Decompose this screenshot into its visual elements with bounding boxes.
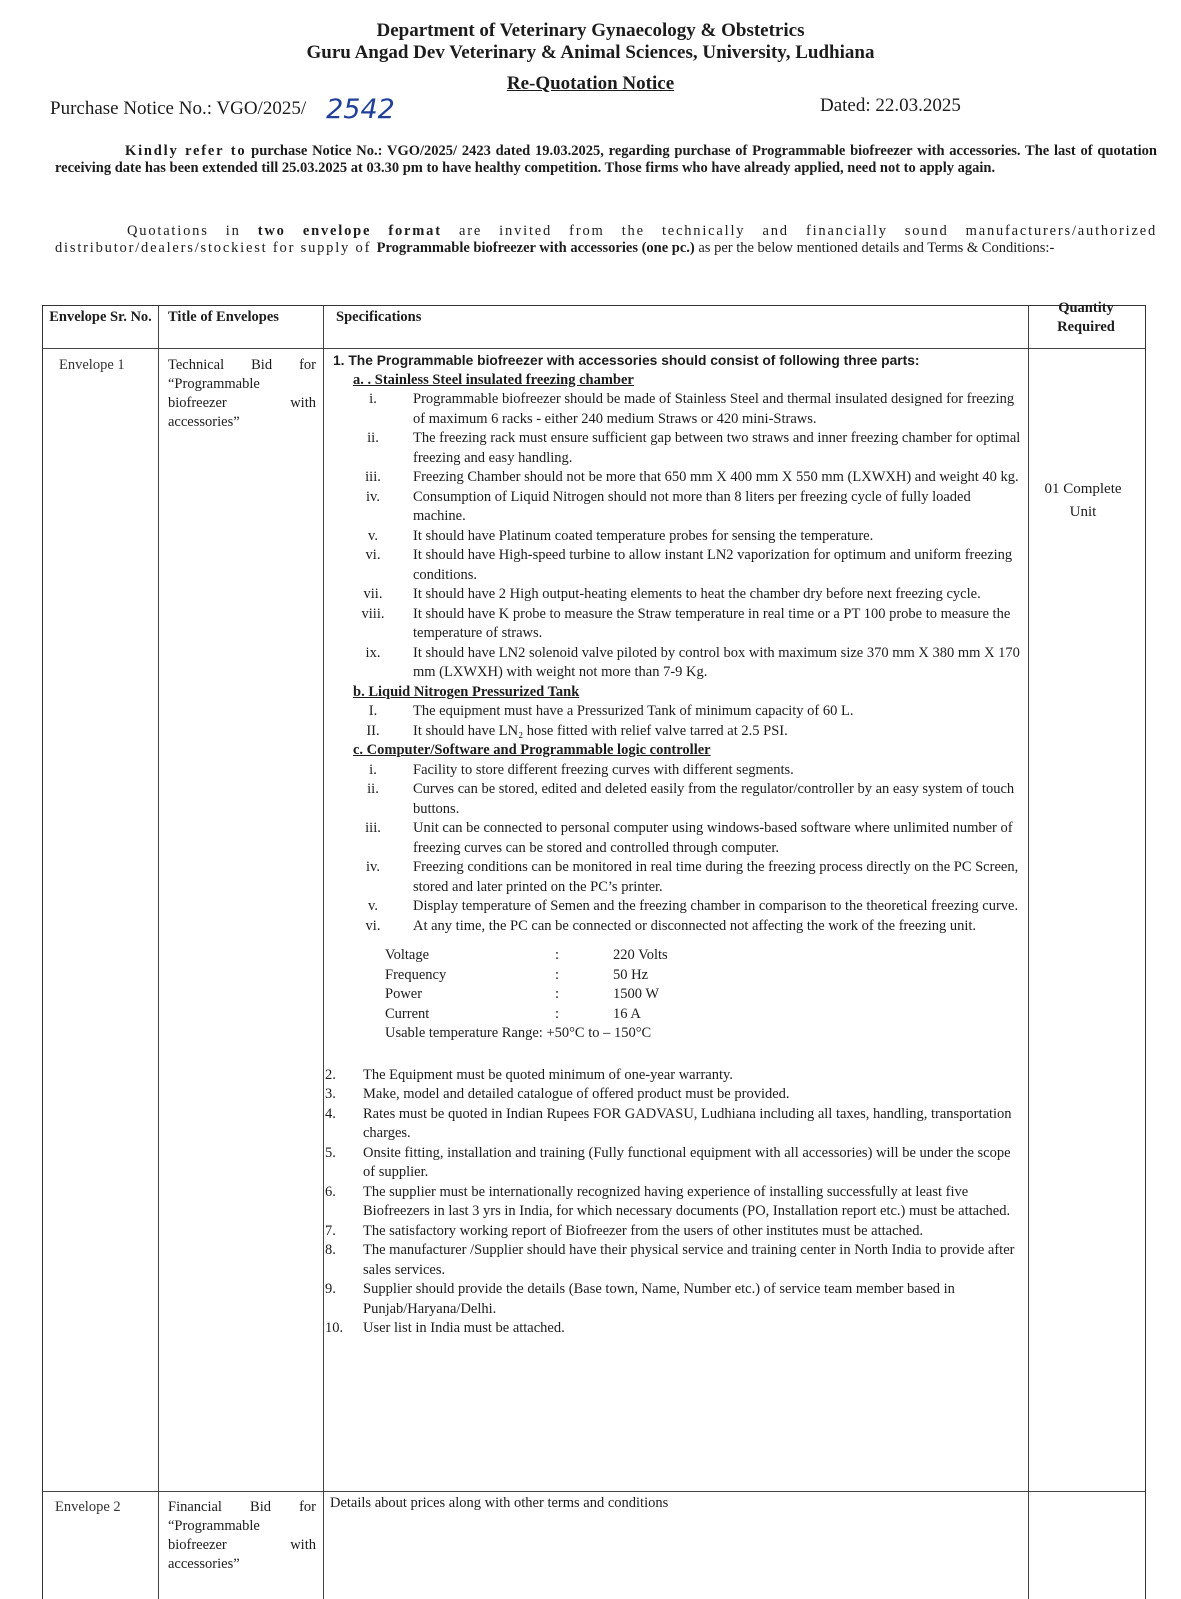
term-number: 6. <box>325 1183 336 1200</box>
term-text: The satisfactory working report of Biofreezer from the users of other institutes must be attached. <box>363 1222 924 1239</box>
header-quantity: Quantity Required <box>1057 300 1115 335</box>
spec-item-a <box>333 585 1023 605</box>
spec-item-c-number: i. <box>369 761 377 778</box>
spec-item-a-text: The freezing rack must ensure sufficient gap between two straws and inner freezing chamber for optimal freezing and easy handling. <box>413 430 1021 466</box>
temperature-range: Usable temperature Range: +50°C to – 150°C <box>385 1025 652 1041</box>
purchase-notice-number <box>50 90 395 125</box>
quantity-required: 01 Complete Unit <box>1044 481 1122 520</box>
electrical-spec-colon: : <box>555 947 560 963</box>
envelope-1-title <box>168 356 316 432</box>
term-text: User list in India must be attached. <box>363 1320 565 1336</box>
electrical-spec-row <box>385 985 1023 1005</box>
spec-item-a <box>333 605 1023 644</box>
spec-item-a-text: It should have High-speed turbine to allow instant LN2 vaporization for optimum and uniform freezing conditions. <box>413 547 1013 583</box>
section-b-heading: b. Liquid Nitrogen Pressurized Tank <box>353 683 580 700</box>
term-item <box>325 1280 1023 1319</box>
electrical-spec-row <box>385 966 1023 986</box>
spec-item-a <box>333 390 1023 429</box>
spec-item-a <box>333 429 1023 468</box>
term-text: Supplier should provide the details (Base town, Name, Number etc.) of service team member based in Punjab/Haryana/Delhi. <box>363 1281 955 1317</box>
term-text: The supplier must be internationally recognized having experience of installing successfully at least five Biofreezers in last 3 yrs in India, for which necessary documents (PO, Installation report etc.) must be attached. <box>363 1183 1011 1219</box>
term-number: 4. <box>325 1105 336 1122</box>
spec-item-c-number: iv. <box>366 859 380 875</box>
spec-item-a-text: Programmable biofreezer should be made of Stainless Steel and thermal insulated designed for freezing of maximum 6 racks - either 240 medium Straws or 420 mini-Straws. <box>413 391 1015 427</box>
purchase-notice-label: Purchase Notice No.: VGO/2025/ <box>50 98 307 119</box>
spec-item-b <box>333 722 1023 742</box>
spec-item-a-number: viii. <box>361 605 385 622</box>
spec-item-a <box>333 527 1023 547</box>
term-item <box>325 1105 1023 1144</box>
term-item <box>325 1222 1023 1242</box>
spec-item-a-number: ii. <box>367 430 379 446</box>
spec-item-c-text: Display temperature of Semen and the freezing chamber in comparison to the theoretical freezing curve. <box>413 898 1019 914</box>
table-col-divider <box>1028 306 1029 1599</box>
electrical-spec-colon: : <box>555 986 560 1002</box>
electrical-spec-key: Current <box>385 1005 430 1022</box>
intro-paragraph-2 <box>55 223 1157 257</box>
notice-title-text: Re-Quotation Notice <box>506 73 675 94</box>
section-c-heading: c. Computer/Software and Programmable logic controller <box>353 742 711 758</box>
electrical-spec-key: Voltage <box>385 947 430 963</box>
envelope-1-title-line1: Technical Bid for <box>168 357 316 373</box>
term-number: 9. <box>325 1281 336 1297</box>
spec-item-a-number: v. <box>368 527 378 544</box>
term-item <box>325 1144 1023 1183</box>
term-number: 3. <box>325 1086 336 1102</box>
electrical-spec-value: 220 Volts <box>613 947 668 963</box>
term-text: The manufacturer /Supplier should have their physical service and training center in North India to provide after sales services. <box>363 1242 1015 1278</box>
spec-item-c-text: At any time, the PC can be connected or disconnected not affecting the work of the freezing unit. <box>413 917 977 934</box>
electrical-spec-key: Power <box>385 986 423 1002</box>
electrical-spec-value: 50 Hz <box>613 966 649 983</box>
spec-item-c-text: Facility to store different freezing curves with different segments. <box>413 761 794 778</box>
spec-item-c <box>333 917 1023 937</box>
envelope-2-specifications: Details about prices along with other terms and conditions <box>330 1495 669 1511</box>
p2-a: Quotations in <box>127 223 258 239</box>
spec-item-c-text: Freezing conditions can be monitored in real time during the freezing process directly on the PC Screen, stored and later printed on the PC’s printer. <box>413 859 1019 895</box>
spec-item-a-number: iii. <box>365 469 381 485</box>
spec-item-c <box>333 897 1023 917</box>
envelope-1-title-rest: “Programmable biofreezer with accessories” <box>168 376 316 430</box>
spec-item-a-number: i. <box>369 391 377 407</box>
term-item <box>325 1066 1023 1086</box>
spec-item-a <box>333 546 1023 585</box>
term-number: 8. <box>325 1242 336 1258</box>
spec-item-a-text: It should have 2 High output-heating elements to heat the chamber dry before next freezing cycle. <box>413 586 981 602</box>
electrical-spec-row <box>385 1005 1023 1025</box>
spec-item-a <box>333 644 1023 683</box>
term-number: 2. <box>325 1066 336 1083</box>
table-row-divider <box>43 1491 1145 1492</box>
terms-list <box>325 1066 1023 1339</box>
spec-item-a-number: ix. <box>365 644 381 661</box>
spec-item-a-text: It should have Platinum coated temperature probes for sensing the temperature. <box>413 527 874 544</box>
envelope-2-title <box>168 1498 316 1574</box>
intro-paragraph-1 <box>55 143 1157 177</box>
spec-item-a-number: vi. <box>365 547 381 563</box>
spec-item-a-text: It should have K probe to measure the Straw temperature in real time or a PT 100 probe to measure the temperature of straws. <box>413 605 1011 641</box>
table-col-divider <box>323 306 324 1599</box>
table-row-divider <box>43 348 1145 349</box>
notice-date: Dated: 22.03.2025 <box>820 95 961 116</box>
spec-item-c <box>333 780 1023 819</box>
term-number: 10. <box>325 1320 344 1336</box>
spec-item-b-text: The equipment must have a Pressurized Tank of minimum capacity of 60 L. <box>413 703 854 719</box>
spec-item-a <box>333 468 1023 488</box>
term-item <box>325 1183 1023 1222</box>
term-text: Make, model and detailed catalogue of offered product must be provided. <box>363 1086 790 1102</box>
spec-item-a-text: It should have LN2 solenoid valve piloted by control box with maximum size 370 mm X 380 mm X 170 mm (LXWXH) with weight not more than 7-9 Kg. <box>413 644 1020 680</box>
p1-rest: purchase Notice No.: VGO/2025/ 2423 dated 19.03.2025, regarding purchase of Programmable biofreezer with accessories. The last of quotation receiving date has been extended till 25.03.2025 at 03.30 pm to have healthy competition. Those firms who have already applied, need not to apply again. <box>55 143 1157 176</box>
spec-item-b-number: II. <box>366 722 380 739</box>
term-text: Rates must be quoted in Indian Rupees FOR GADVASU, Ludhiana including all taxes, handling, transportation charges. <box>363 1105 1012 1141</box>
term-item <box>325 1319 1023 1339</box>
spec-item-c <box>333 858 1023 897</box>
department-heading: Department of Veterinary Gynaecology & Obstetrics <box>376 20 805 41</box>
spec-item-c-text: Unit can be connected to personal computer using windows-based software where unlimited number of freezing curves can be stored and controlled through computer. <box>413 820 1013 856</box>
specifications-list <box>325 351 1023 1339</box>
specification-table <box>42 300 1146 1599</box>
p1-lead: Kindly refer to <box>125 143 247 159</box>
electrical-spec-value: 1500 W <box>613 986 660 1002</box>
p2-d: Programmable biofreezer with accessories (one pc.) <box>376 240 695 256</box>
electrical-spec-row <box>385 946 1023 966</box>
spec-item-a-number: vii. <box>363 586 383 602</box>
spec-item-c <box>333 761 1023 781</box>
p2-b: two envelope format <box>257 223 442 239</box>
spec-item-b <box>333 702 1023 722</box>
university-heading: Guru Angad Dev Veterinary & Animal Sciences, University, Ludhiana <box>306 42 875 63</box>
envelope-2-label: Envelope 2 <box>55 1499 121 1515</box>
electrical-specs <box>385 946 1023 1024</box>
spec-item-a <box>333 488 1023 527</box>
spec-item-a-number: iv. <box>366 488 380 505</box>
term-text: Onsite fitting, installation and training (Fully functional equipment with all accessories) will be under the scope of supplier. <box>363 1144 1011 1180</box>
term-number: 5. <box>325 1144 336 1161</box>
section-b-items <box>333 702 1023 741</box>
section-a-items <box>333 390 1023 683</box>
electrical-spec-colon: : <box>555 966 560 983</box>
spec-item-a-text: Freezing Chamber should not be more that 650 mm X 400 mm X 550 mm (LXWXH) and weight 40 kg. <box>413 469 1019 485</box>
p2-e: as per the below mentioned details and Terms & Conditions:- <box>694 240 1055 256</box>
spec-item-c-number: ii. <box>367 781 379 797</box>
spec-item-c-number: v. <box>368 898 378 914</box>
table-col-divider <box>158 306 159 1599</box>
spec-item-a-text: Consumption of Liquid Nitrogen should not more than 8 liters per freezing cycle of fully loaded machine. <box>413 488 971 524</box>
spec-intro: 1. The Programmable biofreezer with accessories should consist of following three parts: <box>333 353 920 368</box>
spec-item-c-number: vi. <box>365 917 381 934</box>
section-c-items <box>333 761 1023 937</box>
electrical-spec-colon: : <box>555 1005 560 1022</box>
section-a-heading: a. . Stainless Steel insulated freezing chamber <box>353 371 634 388</box>
electrical-spec-key: Frequency <box>385 966 447 983</box>
spec-item-b-number: I. <box>368 703 378 719</box>
term-item <box>325 1241 1023 1280</box>
term-text: The Equipment must be quoted minimum of one-year warranty. <box>363 1066 733 1083</box>
envelope-1-label: Envelope 1 <box>59 357 125 373</box>
electrical-spec-value: 16 A <box>613 1005 641 1022</box>
term-number: 7. <box>325 1222 336 1239</box>
handwritten-notice-number: 2542 <box>326 94 395 125</box>
spec-item-b-text: It should have LN₂ hose fitted with relief valve tarred at 2.5 PSI. <box>413 722 788 739</box>
term-item <box>325 1085 1023 1105</box>
spec-item-c <box>333 819 1023 858</box>
envelope-2-title-line1: Financial Bid for <box>168 1499 316 1515</box>
envelope-2-title-rest: “Programmable biofreezer with accessories” <box>168 1518 316 1572</box>
header-specifications: Specifications <box>336 309 422 325</box>
p2-c: are invited from the technically and financially sound manufacturers/authorized distributor/dealers/stockiest for supply of <box>55 223 1157 256</box>
spec-item-c-text: Curves can be stored, edited and deleted easily from the regulator/controller by an easy system of touch buttons. <box>413 781 1015 817</box>
spec-item-c-number: iii. <box>365 820 381 836</box>
header-title: Title of Envelopes <box>168 309 279 325</box>
header-envelope-sr: Envelope Sr. No. <box>49 309 152 325</box>
